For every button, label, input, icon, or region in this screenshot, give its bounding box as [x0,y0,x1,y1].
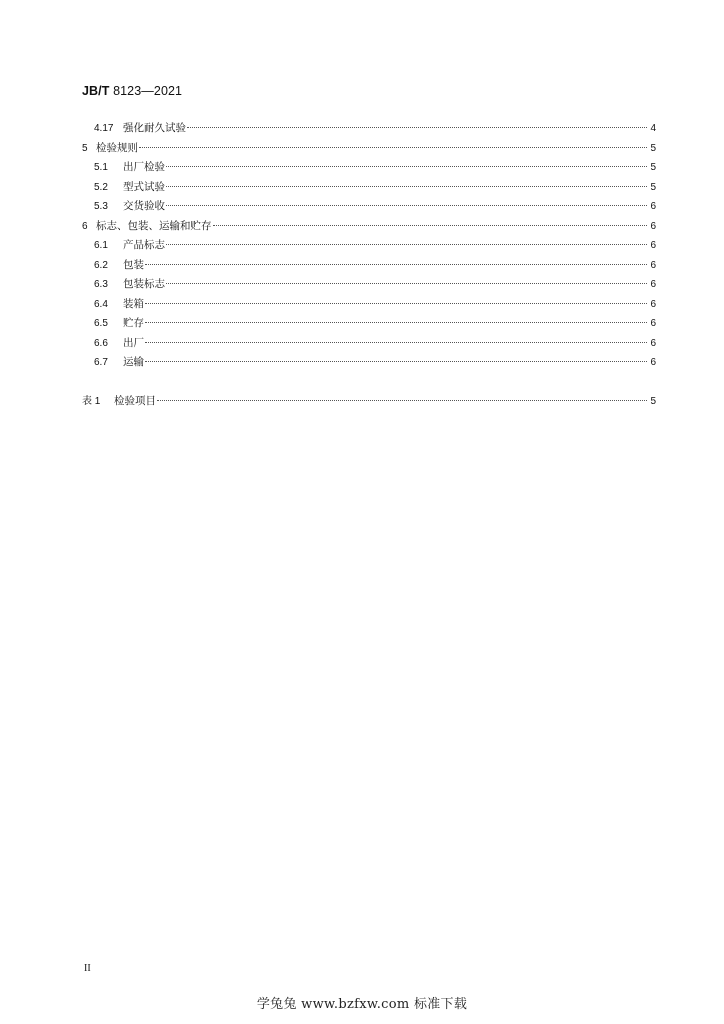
dot-leader [166,186,647,187]
toc-entry-5-3[interactable] [82,197,656,217]
toc-entry-number: 6.6 [94,337,108,349]
toc-entry-page: 6 [650,318,656,329]
toc-entry-page: 6 [650,201,656,212]
dot-leader [166,283,647,284]
toc-entry-number: 6 [82,220,88,232]
toc-entry-5[interactable] [82,139,656,159]
toc-entry-page: 6 [650,357,656,368]
toc-gap [82,373,656,392]
toc-entry-5-2[interactable] [82,178,656,198]
dot-leader [166,205,647,206]
toc-table-number: 表 1 [82,395,101,407]
dot-leader [139,147,647,148]
toc-entry-number: 4.17 [94,123,114,134]
toc-entry-number: 6.5 [94,318,108,329]
toc-entry-title: 交货验收 [123,200,165,212]
toc-entry-title: 装箱 [123,297,144,310]
toc-entry-page: 6 [650,279,656,290]
toc-entry-number: 6.2 [94,259,108,271]
page-number: II [84,963,91,974]
toc-entry-6-6[interactable] [82,334,656,354]
toc-entry-number: 6.3 [94,279,108,290]
dot-leader [145,303,647,304]
dot-leader [157,400,647,401]
toc-entry-number: 5 [82,142,88,154]
toc-entry-6-2[interactable] [82,256,656,276]
dot-leader [166,166,647,167]
toc-entry-number: 6.7 [94,357,108,368]
toc-entry-page: 6 [650,337,656,349]
toc-entry-title: 型式试验 [123,180,165,193]
toc-table-title: 检验项目 [114,394,156,407]
toc-entry-number: 6.4 [94,298,108,310]
toc-entry-title: 检验规则 [96,141,138,154]
toc-entry-5-1[interactable] [82,158,656,178]
dot-leader [145,342,647,343]
toc-entry-6-1[interactable] [82,236,656,256]
toc-entry-page: 6 [650,220,656,232]
toc-entry-title: 包装标志 [123,278,165,290]
toc-entry-number: 6.1 [94,240,108,251]
toc-entry-page: 6 [650,240,656,251]
toc-entry-title: 贮存 [123,317,144,329]
dot-leader [213,225,648,226]
toc-entry-4-17[interactable] [82,119,656,139]
toc-entry-6[interactable] [82,217,656,237]
dot-leader [187,127,647,128]
toc-entry-6-7[interactable] [82,353,656,373]
toc-entry-page: 6 [650,259,656,271]
dot-leader [145,361,647,362]
toc-entry-title: 运输 [123,356,144,368]
toc-entry-number: 5.1 [94,162,108,173]
standard-number: 8123—2021 [113,84,183,98]
toc-entry-title: 包装 [123,258,144,271]
toc-entry-title: 标志、包装、运输和贮存 [96,219,212,232]
dot-leader [145,264,647,265]
toc-entry-number: 5.2 [94,181,108,193]
toc-entry-page: 6 [650,298,656,310]
toc-entry-6-5[interactable] [82,314,656,334]
toc-entry-page: 5 [650,181,656,193]
toc-entry-6-3[interactable] [82,275,656,295]
toc-entry-title: 强化耐久试验 [123,122,186,134]
dot-leader [166,244,647,245]
toc-entry-title: 产品标志 [123,239,165,251]
toc-entry-page: 5 [650,142,656,154]
toc-entry-number: 5.3 [94,201,108,212]
toc-entry-page: 4 [650,123,656,134]
toc-table-1[interactable] [82,392,656,412]
watermark-text: 学兔兔 www.bzfxw.com 标准下载 [256,997,468,1012]
toc-table-page: 5 [650,395,656,407]
toc-entry-title: 出厂 [123,336,144,349]
table-of-contents [82,119,656,411]
document-header [82,84,182,98]
toc-entry-title: 出厂检验 [123,161,165,173]
toc-entry-6-4[interactable] [82,295,656,315]
toc-entry-page: 5 [650,162,656,173]
standard-prefix: JB/T [82,84,110,98]
dot-leader [145,322,647,323]
